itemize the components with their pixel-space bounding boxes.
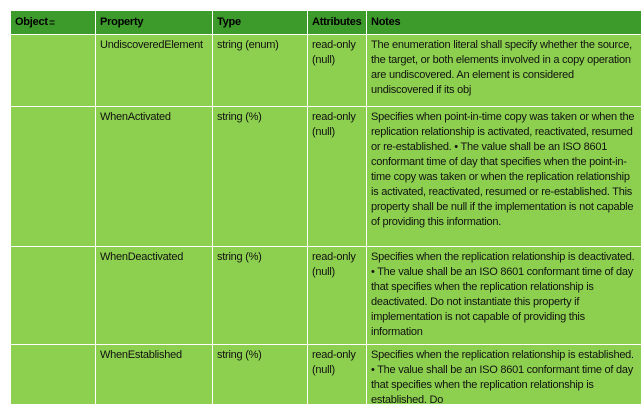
- cell-attributes: read-only (null): [308, 107, 367, 247]
- document-viewport: [10, 10, 641, 404]
- cell-type: string (%): [213, 107, 308, 247]
- cell-object: [11, 247, 96, 345]
- cell-type: string (%): [213, 247, 308, 345]
- table-row: [11, 345, 642, 404]
- cell-attributes: read-only (null): [308, 35, 367, 107]
- cell-property: WhenDeactivated: [96, 247, 213, 345]
- header-object[interactable]: [11, 11, 96, 35]
- cell-attributes: read-only (null): [308, 247, 367, 345]
- table-header-row: [11, 11, 642, 35]
- cell-notes: Specifies when point-in-time copy was taken or when the replication relationship is activated, reactivated, resumed or re-established. • The value shall be an ISO 8601 conformant time of day that specifies when the point-in-time copy was taken or when the replication relationship is activated, reactivated, resumed or re-established. This property shall be null if the implementation is not capable of providing this information.: [367, 107, 642, 247]
- cell-notes: The enumeration literal shall specify whether the source, the target, or both elements involved in a copy operation are undiscovered. An element is considered undiscovered if its obj: [367, 35, 642, 107]
- header-property[interactable]: Property: [96, 11, 213, 35]
- cell-property: UndiscoveredElement: [96, 35, 213, 107]
- cell-property: WhenActivated: [96, 107, 213, 247]
- cell-type: string (enum): [213, 35, 308, 107]
- column-menu-icon[interactable]: ≣: [48, 18, 56, 27]
- table-row: [11, 35, 642, 107]
- cell-object: [11, 345, 96, 404]
- properties-table: [10, 10, 641, 404]
- header-notes[interactable]: Notes: [367, 11, 642, 35]
- cell-type: string (%): [213, 345, 308, 404]
- header-type[interactable]: Type: [213, 11, 308, 35]
- cell-attributes: read-only (null): [308, 345, 367, 404]
- cell-object: [11, 35, 96, 107]
- cell-notes: Specifies when the replication relationship is established. • The value shall be an ISO 8601 conformant time of day that specifies when the replication relationship is established. Do: [367, 345, 642, 404]
- cell-property: WhenEstablished: [96, 345, 213, 404]
- table-row: [11, 107, 642, 247]
- table-row: [11, 247, 642, 345]
- cell-notes: Specifies when the replication relationship is deactivated. • The value shall be an ISO 8601 conformant time of day that specifies when the replication relationship is deactivated. Do not instantiate this property if implementation is not capable of providing this information: [367, 247, 642, 345]
- header-object-label: Object: [15, 16, 48, 28]
- header-attributes[interactable]: Attributes: [308, 11, 367, 35]
- cell-object: [11, 107, 96, 247]
